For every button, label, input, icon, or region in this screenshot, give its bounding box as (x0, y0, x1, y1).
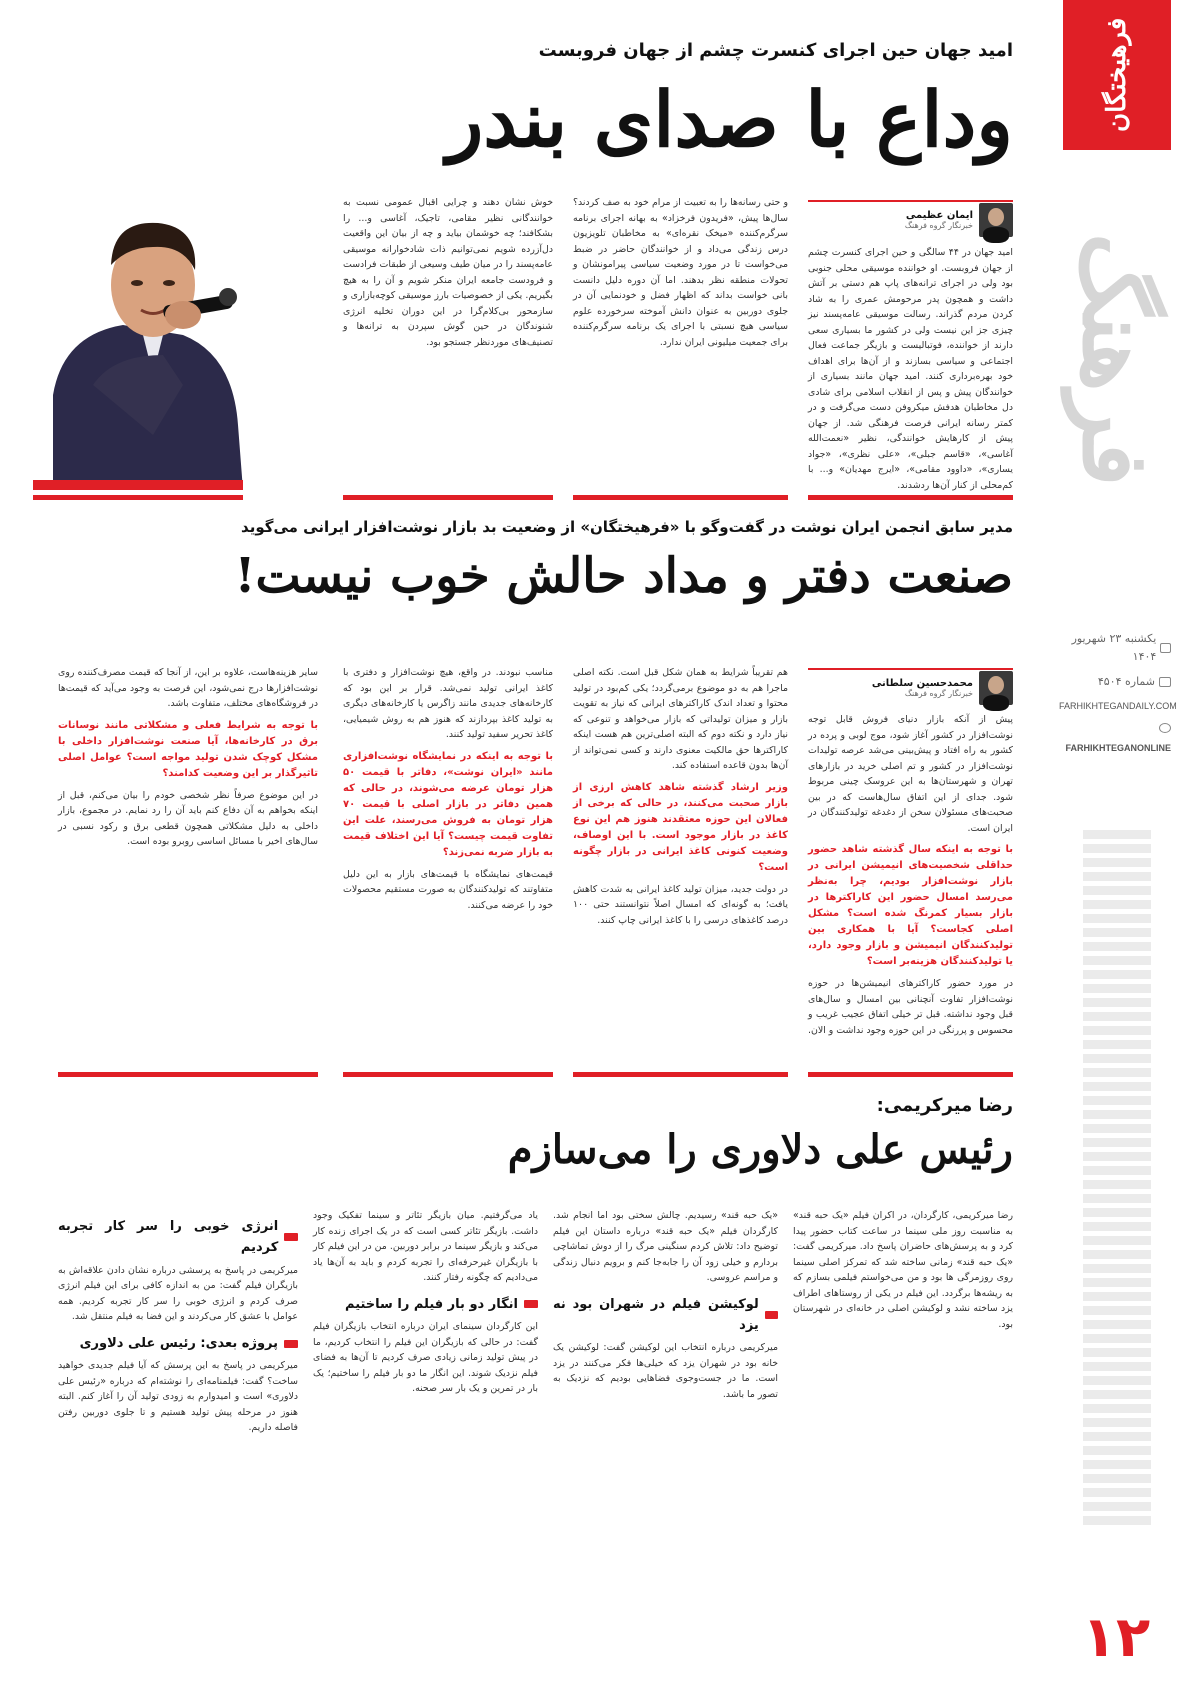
author-role: خبرنگار گروه فرهنگ (904, 689, 973, 698)
story1-column-3: خوش نشان دهند و چرایی اقبال عمومی نسبت به خوانندگانی نظیر مقامی، تاجیک، آغاسی و... را بشکافند؛ چه خوشمان بیاید و چه از بیان این واقعیت دل‌آزرده شویم نمی‌توانیم ذات شادخوارانه موسیقی عامه‌پسند را در میان طیف وسیعی از طبقات فرادست و فرودست جامعه ایران منکر شویم و آن را به هیچ بگیریم. یکی از خصوصیات بارز موسیقی کوچه‌بازاری و سازمحور بی‌کلام‌گرا در این دوران تخلیه انرژی شنوندگان در حین گوش سپردن به ترانه‌ها و تصنیف‌های موردنظر جستجو بود. (343, 197, 553, 348)
story3-subhead-next-project: پروژه بعدی: رئیس علی دلاوری (58, 1333, 298, 1354)
story3-column-2 (553, 1208, 778, 1688)
social-handle[interactable]: FARHIKHTEGANONLINE (1065, 743, 1171, 754)
issue-meta (1059, 630, 1177, 766)
story3-column-4 (58, 1208, 298, 1688)
story3-column-3 (313, 1208, 538, 1688)
author-role: خبرنگار گروه فرهنگ (904, 221, 973, 230)
red-rule (58, 1072, 318, 1077)
red-rule (573, 495, 788, 500)
paragraph: رضا میرکریمی، کارگردان، در اکران فیلم «یک حبه قند» به مناسبت روز ملی سینما در ساعت کتاب حضور پیدا کرد و به پرسش‌های حاضران پاسخ داد. میرکریمی گفت: «یک حبه قند» زمانی ساخته شد که تمرکز اصلی سینما روی روزمرگی ها بود و من می‌خواستم فیلمی بسازم که به ریشه‌ها برگردد. این فیلم در یکی از روستاهای اطراف یزد ساخته نشد و لوکیشن اصلی در خانه‌ای در شهرستان بود. (793, 1210, 1013, 1330)
issue-date: یکشنبه ۲۳ شهریور ۱۴۰۴ (1071, 632, 1157, 663)
calendar-icon (1160, 643, 1171, 653)
right-rail (1051, 0, 1191, 1700)
red-rule (343, 495, 553, 500)
paragraph: مناسب نبودند. در واقع، هیچ نوشت‌افزار و دفتری با کاغذ ایرانی تولید نمی‌شد. قرار بر این بود که کارخانه‌های جدیدی مانند زاگرس یا کارخانه‌های دیگری به تولید کاغذ بپردازند که هنوز هم به روش شیمیایی، کاغذ تحریر سفید تولید کنند. (343, 667, 553, 741)
paragraph: قیمت‌های نمایشگاه با قیمت‌های بازار به این دلیل متفاوتند که تولیدکنندگان به صورت مستقیم محصولات خود را عرضه می‌کنند. (343, 868, 553, 911)
story2-author (808, 668, 1013, 706)
paragraph: میرکریمی در پاسخ به پرسشی درباره نشان دادن علاقه‌اش به بازیگران فیلم گفت: من به اندازه کافی برای این فیلم انرژی صرف کردم و انرژی خوبی را سر کار تجربه کردیم. همه عوامل با عشق کار می‌کردند و این فضا به فیلم منتقل شد. (58, 1264, 298, 1323)
story3-column-1 (793, 1208, 1013, 1688)
paragraph: یاد می‌گرفتیم. میان بازیگر تئاتر و سینما تفکیک وجود داشت. بازیگر تئاتر کسی است که در یک اجرای زنده کار می‌کند و بازیگر سینما در برابر دوربین. من در این فیلم کار با بازیگران غیرحرفه‌ای را تجربه کردم و باید به آن‌ها یاد می‌دادیم که چگونه رفتار کنند. (313, 1210, 538, 1284)
story3-kicker: رضا میرکریمی: (876, 1095, 1013, 1116)
date-row (1059, 630, 1171, 665)
story1-column-1: امید جهان در ۴۴ سالگی و حین اجرای کنسرت چشم از جهان فروبست. او خواننده موسیقی محلی جنوبی بود ولی در اجرای ترانه‌های پاپ هم دستی بر آتش داشت و همچون پدر مرحومش عمری را به شاد کردن مردم گذراند. رسالت موسیقی عامه‌پسند نیز چیزی جز این نیست ولی در کشور ما بسیاری سعی دارند از خواننده، فوتبالیست و بازیگر جماعت فعال اجتماعی و سیاسی بسازند و از آن‌ها برای اهداف خود بهره‌برداری کنند. امید جهان مانند بسیاری از خوانندگان پیش و پس از انقلاب اسلامی برای شادی دل مخاطبان هدفش میکروفن دست می‌گرفت و در کمتر رسانه ایرانی فرصت فرهنگی شد. از جهان پیش از کارهایش خوانندگی، نظیر «نعمت‌الله آغاسی»، «قاسم جبلی»، «علی نظری»، «جواد یساری»، «داوود مقامی»، «ایرج مهدیان» و... با کم‌محلی از کنار آن‌ها ردشدند. (808, 247, 1013, 491)
author-name: ایمان عظیمی (905, 210, 973, 221)
story1-headline: وداع با صدای بندر (446, 75, 1013, 164)
red-rule (343, 1072, 553, 1077)
author-avatar (979, 203, 1013, 237)
singer-illustration (33, 185, 243, 490)
paragraph: در مورد حضور کاراکترهای انیمیشن‌ها در حوزه نوشت‌افزار تفاوت آنچنانی بین امسال و سال‌های قبل وجود نداشته. قبل تر خیلی اتفاق عجیب غریب و محسوس و پررنگی در این حوزه وجود نداشت و الان. (808, 978, 1013, 1036)
page-number: ۱۲ (1081, 1605, 1151, 1670)
newspaper-icon (1159, 677, 1171, 687)
issue-number: شماره ۴۵۰۴ (1097, 675, 1155, 689)
paragraph: هم تقریباً شرایط به همان شکل قبل است. نکته اصلی ماجرا هم به دو موضوع برمی‌گردد؛ یکی کم‌بود در تولید محتوا و تعداد اندک کاراکترهای ایرانی که نیاز به تقویت بازار و میزان تولیداتی که بازار می‌خواهد و تنوعی که نیاز دارد و نکته دوم که البته اصلی‌ترین هم هست اینکه کاراکترها حق مالکیت معنوی دارند و کسی نمی‌تواند از آن‌ها بدون قاعده استفاده کند. (573, 667, 788, 772)
red-rule (573, 1072, 788, 1077)
main-content (33, 0, 1033, 1700)
decorative-stripes (1083, 830, 1151, 1530)
story3-headline: رئیس علی دلاوری را می‌سازم (507, 1126, 1013, 1173)
story2-column-2 (573, 665, 788, 1062)
paragraph: میرکریمی درباره انتخاب این لوکیشن گفت: لوکیشن یک خانه بود در شهران یزد که خیلی‌ها فکر می‌کنند در یزد است. ما در جست‌وجوی فضاهایی بودیم که نزدیک به تصور ما باشد. (553, 1342, 778, 1400)
story1-author (808, 200, 1013, 238)
story3-subhead-location: لوکیشن فیلم در شهران بود نه یزد (553, 1294, 778, 1337)
question-highlight: با توجه به شرایط فعلی و مشکلاتی مانند نوسانات برق در کارخانه‌ها، آیا صنعت نوشت‌افزار داخلی با مشکل کوچک شدن تولید مواجه است؟ عوامل اصلی تاثیرگذار بر این وضعیت کدامند؟ (58, 719, 318, 779)
author-name: محمدحسین سلطانی (871, 678, 973, 689)
paragraph: پیش از آنکه بازار دنیای فروش قابل توجه نوشت‌افزار در کشور آغاز شود، موج لوبی و پرده در کشور به راه افتاد و پیش‌بینی می‌شد عرصه تولیدات نوشت‌افزار در کشور و تم اصلی خرید در بازارهای تهران و شهرستان‌ها به این عروسک چینی مربوط شود. جدای از این اتفاق سال‌هاست که در بین صحبت‌های مسئولان سخن از دغدغه تولیدکنندگان در ایران است. (808, 714, 1013, 834)
question-highlight: وزیر ارشاد گذشته شاهد کاهش ارزی از بازار صحبت می‌کنند، در حالی که برخی از فعالان این حوزه معتقدند هنوز هم این نوع کاغذ در بازار موجود است. با این اوصاف، وضعیت کنونی کاغذ ایرانی در بازار چگونه است؟ (573, 781, 788, 873)
red-rule (808, 495, 1013, 500)
author-avatar (979, 671, 1013, 705)
paragraph: در دولت جدید، میزان تولید کاغذ ایرانی به شدت کاهش یافت؛ به گونه‌ای که امسال اصلاً نتوانستند حتی ۱۰۰ درصد کاغذهای درسی را با کاغذ ایرانی چاپ کنند. (573, 883, 788, 926)
website-url[interactable]: FARHIKHTEGANDAILY.COM (1059, 700, 1177, 711)
story2-headline: صنعت دفتر و مداد حالش خوب نیست! (234, 548, 1013, 604)
paragraph: میرکریمی در پاسخ به این پرسش که آیا فیلم جدیدی خواهید ساخت؟ گفت: فیلمنامه‌ای را نوشته‌ام که درباره «رئیس علی دلاوری» است و امیدوارم به زودی تولید آن را آغاز کنم. البته هنوز در مرحله پیش تولید هستیم و تا جلوی دوربین رفتن فاصله داریم. (58, 1360, 298, 1434)
paragraph: سایر هزینه‌هاست، علاوه بر این، از آنجا که قیمت مصرف‌کننده روی نوشت‌افزارها درج نمی‌شود، این فرصت به وجود می‌آید که قیمت‌ها در فروشگاه‌های مختلف، متفاوت باشد. (58, 667, 318, 710)
newspaper-logo: فرهیختگان (1063, 0, 1171, 150)
section-title: فرهنگ (1062, 233, 1170, 487)
question-highlight: با توجه به اینکه سال گذشته شاهد حضور حداقلی شخصیت‌های انیمیشن ایرانی در بازار نوشت‌افزار بودیم، چرا به‌نظر می‌رسد امسال حضور این کاراکترها در بازار بسیار کمرنگ شده است؟ مشکل اصلی کجاست؟ آیا با همکاری بین تولیدکنندگان انیمیشن و بازار وجود دارد، یا تولیدکنندگان هزینه‌بر است؟ (808, 844, 1013, 968)
red-rule (808, 1072, 1013, 1077)
paragraph: در این موضوع صرفاً نظر شخصی خودم را بیان می‌کنم، قبل از اینکه بخواهم به آن دفاع کنم باید آن را رد نمایم. در مجموع، بازار داخلی به دلیل مشکلاتی همچون قطعی برق و رکود نسبی در سال‌های اخیر با مسائل اساسی روبرو بوده است. (58, 789, 318, 848)
story3-subhead-energy: انرژی خوبی را سر کار تجربه کردیم (58, 1216, 298, 1259)
red-rule (33, 495, 243, 500)
story2-kicker: مدیر سابق انجمن ایران نوشت در گفت‌وگو با «فرهیختگان» از وضعیت بد بازار نوشت‌افزار ایرانی می‌گوید (241, 518, 1013, 536)
social-row (1059, 723, 1171, 733)
story1-kicker: امید جهان حین اجرای کنسرت چشم از جهان فروبست (538, 40, 1013, 61)
instagram-icon (1159, 723, 1171, 733)
paragraph: این کارگردان سینمای ایران درباره انتخاب بازیگران فیلم گفت: در حالی که بازیگران این فیلم را انتخاب کردیم، ما در پیش تولید زمانی زیادی صرف کردیم تا آن‌ها به فضای فیلم نزدیک شوند. این انگار ما دو بار فیلم را ساختیم؛ یک بار در تمرین و یک بار سر صحنه. (313, 1321, 538, 1395)
story2-column-3 (343, 665, 553, 1062)
story2-column-1 (808, 712, 1013, 1062)
story3-subhead-twice: انگار دو بار فیلم را ساختیم (313, 1294, 538, 1315)
story1-column-2: و حتی رسانه‌ها را به تعبیت از مرام خود به صف کردند؟ سال‌ها پیش، «فریدون فرخزاد» به بهانه اجرای برنامه سرگرم‌کننده «میخک نقره‌ای» به مخاطبان تلویزیون درس زندگی می‌داد و از خوانندگان حاضر در ضبط می‌خواست تا در مورد وضعیت سیاسی پیرامونشان و تحولات منطقه نظر بدهند. اما آن دوره دلیل دانست بانی خواست بداند که اظهار فضل و خودنمایی آن در جلوی دوربین به عنوان دانش آموخته سرخورده علوم سیاسی هیچ نسبتی با اجرای یک برنامه سرگرم‌کننده برای جمعیت میلیونی ایران ندارد. (573, 197, 788, 348)
issue-row (1059, 673, 1171, 691)
singer-photo (33, 185, 243, 490)
question-highlight: با توجه به اینکه در نمایشگاه نوشت‌افزاری مانند «ایران نوشت»، دفاتر با قیمت ۵۰ هزار تومان عرضه می‌شوند، در حالی که همین دفاتر در بازار اصلی با قیمت ۷۰ هزار تومان به فروش می‌رسند، علت این تفاوت قیمت چیست؟ آیا این اختلاف قیمت به بازار ضربه نمی‌زند؟ (343, 750, 553, 858)
paragraph: «یک حبه قند» رسیدیم. چالش سختی بود اما انجام شد. کارگردان فیلم «یک حبه قند» درباره داستان این فیلم توضیح داد: تلاش کردم سنگینی مرگ را از دوش تماشاچی بردارم و خیلی زود آن را جابه‌جا کنم و برویم دنبال زندگی و مراسم عروسی. (553, 1210, 778, 1284)
story2-column-4 (58, 665, 318, 1062)
